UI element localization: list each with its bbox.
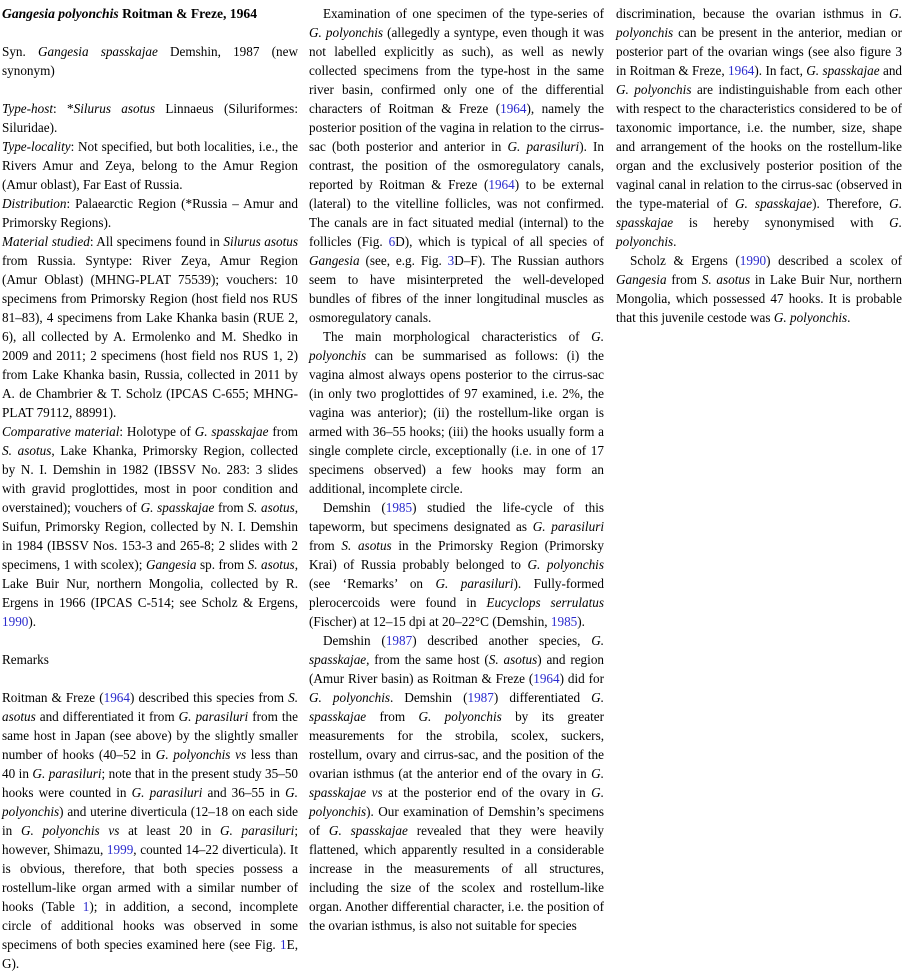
blank-line [2,80,298,99]
text-run: S. asotus [247,500,295,515]
text-run: G. polyonchis [155,747,231,762]
text-run: ) differentiated [493,690,592,705]
text-run: , counted 14–22 diverticula). It is obvious, therefore, that both species possess a rostellum-like organ armed with a similar number of hooks (Table [2,842,298,914]
article-title [2,4,298,23]
text-run: G. polyonchis [616,215,902,249]
paragraph [2,137,298,194]
text-run: Examination of one specimen of the type-series of [323,6,604,21]
text-run: ) did for [559,671,605,686]
text-run: ) to be external (lateral) to the vitelline follicles, was not confirmed. The canals are in fact situated medial (internal) to the follicles (Fig. [309,177,604,249]
text-run: ). Therefore, [812,196,890,211]
text-run: , from the same host ( [366,652,489,667]
citation-link[interactable]: 1990 [2,614,29,629]
text-run: S. asotus [341,538,392,553]
text-run: Material studied [2,234,90,249]
text-run: G. parasiluri [435,576,514,591]
text-run: , Lake Khanka, Primorsky Region, collected by N. I. Demshin in 1982 (IBSSV No. 283: 3 slides with gravid proglottides, most in poor condition and overstained); vouchers of [2,443,298,515]
text-run: ). Fully-formed plerocercoids were found in [309,576,604,610]
text-run: G. polyonchis [309,785,604,819]
text-run: , Lake Buir Nur, northern Mongolia, collected by R. Ergens in 1966 (IPCAS C-514; see Scholz & Ergens, [2,557,298,610]
text-run: at least 20 in [119,823,221,838]
text-run: from [214,500,248,515]
text-run: (see ‘Remarks’ on [309,576,436,591]
citation-link[interactable]: 6 [388,234,396,249]
text-run: D–F). The Russian authors seem to have misinterpreted the well-developed bundles of fibres of the inner longitudinal muscles as osmoregulatory canals. [309,253,604,325]
citation-link[interactable]: 1964 [533,671,560,686]
text-run: Syn. [2,44,38,59]
text-run: from the same host in Japan (see above) by the slightly smaller number of hooks (40–52 in [2,709,298,762]
text-run: Gangesia spasskajae [37,44,158,59]
blank-line [2,23,298,42]
text-run: in Lake Buir Nur, northern Mongolia, which possessed 47 hooks. It is probable that this juvenile cestode was [616,272,902,325]
text-run: . [673,234,677,249]
text-run: sp. from [196,557,248,572]
paragraph [2,42,298,80]
text-run: G. polyonchis [309,25,384,40]
text-run: G. spasskajae [734,196,813,211]
text-run: G. parasiluri [532,519,604,534]
text-run: Demshin, 1987 (new synonym) [2,44,298,78]
text-run: from [666,272,702,287]
text-run: S. asotus [701,272,751,287]
text-run: G. spasskajae [194,424,269,439]
text-run: and 36–55 in [202,785,286,800]
text-run: vs [371,785,383,800]
text-run: Distribution [2,196,67,211]
text-run: G. parasiluri [178,709,249,724]
text-run: can be summarised as follows: (i) the vagina almost always opens posterior to the cirrus-sac (in only two proglottides of 97 examined, i.e. 2%, the vagina was anterior); (ii) the rostellum-like organ is armed with 36–55 hooks; (iii) the hooks usually form a single complete circle, exceptionally (i.e. in one of 17 specimens observed) a few hooks may form an additional, incomplete circle. [309,348,604,496]
text-run: ). In contrast, the position of the osmoregulatory canals, reported by Roitman & Freze ( [309,139,604,192]
paragraph [309,631,604,935]
text-run: ) described another species, [412,633,592,648]
text-run: G. polyonchis [309,690,391,705]
text-run: vs [235,747,247,762]
text-run: Eucyclops serrulatus [486,595,604,610]
text-run: ; however, Shimazu, [2,823,298,857]
text-run: ) studied the life-cycle of this tapeworm, but specimens designated as [309,500,605,534]
text-run: , Suifun, Primorsky Region, collected by N. I. Demshin in 1984 (IBSSV Nos. 153-3 and 265-8; 2 slides with 2 specimens, 1 with scolex); [2,500,298,572]
citation-link[interactable]: 1964 [500,101,527,116]
text-run: Scholz & Ergens ( [630,253,740,268]
text-run: G. spasskajae [806,63,880,78]
text-run: ; note that in the present study 35–50 hooks were counted in [2,766,299,800]
paragraph [309,4,604,327]
citation-link[interactable]: 1964 [488,177,515,192]
text-run: ); in addition, a second, incomplete circle of additional hooks was observed in some specimens of both species examined here (see Fig. [2,899,298,952]
text-run: Comparative material [2,424,120,439]
text-run: G. polyonchis [2,785,298,819]
citation-link[interactable]: 3 [447,253,455,268]
text-run: in the Primorsky Region (Primorsky Krai) of Russia probably belonged to [309,538,604,572]
text-run: G. polyonchis [616,82,692,97]
text-run: ) described this species from [129,690,289,705]
blank-line [2,669,298,688]
text-run: G. spasskajae [309,766,604,800]
text-run: : All specimens found in [89,234,224,249]
text-run: : Holotype of [119,424,195,439]
text-run: ) described a scolex of [766,253,902,268]
paragraph [2,422,298,631]
text-run: Demshin ( [323,500,386,515]
text-run: : Palaearctic Region (*Russia – Amur and Primorsky Regions). [2,196,298,230]
text-run: G. spasskajae [309,633,605,667]
text-run: Type-locality [2,139,71,154]
text-run: S. asotus [488,652,538,667]
text-run: Gangesia [145,557,197,572]
text-run: and [879,63,902,78]
text-run: from [309,538,342,553]
text-run: Demshin ( [323,633,386,648]
text-run: G. spasskajae [328,823,408,838]
citation-link[interactable]: 1964 [103,690,130,705]
text-run: (Fischer) at 12–15 dpi at 20–22°C (Demshin, [309,614,551,629]
text-run: ) and region (Amur River basin) as Roitman & Freze ( [309,652,605,686]
text-run: ). In fact, [754,63,807,78]
text-run: discrimination, because the ovarian isthmus in [616,6,890,21]
text-run: (see, e.g. Fig. [359,253,448,268]
text-run: Roitman & Freze, 1964 [118,6,257,21]
citation-link[interactable]: 1987 [385,633,413,648]
text-run: from [268,424,298,439]
text-run: less than 40 in [2,747,298,781]
citation-link[interactable]: 1 [280,937,287,952]
text-run: Silurus asotus [73,101,156,116]
text-run: : * [53,101,74,116]
text-run: can be present in the anterior, median or posterior part of the ovarian wings (see also figure 3 in Roitman & Freze, [616,25,902,78]
text-run: Type-host [2,101,54,116]
text-run: E, G). [2,937,298,971]
text-run: . [847,310,851,325]
text-run: G. spasskajae [309,690,604,724]
paragraph [309,498,604,631]
text-run: are indistinguishable from each other with respect to the characteristics considered to be of taxonomic importance, i.e. the number, size, shape and arrangement of the hooks on the rostellum-like organ and the exclusively posterior position of the vaginal canal in relation to the cirrus-sac (observed in the type-material of [616,82,902,211]
text-run: Gangesia [309,253,360,268]
citation-link[interactable]: 1964 [728,63,755,78]
text-run: : Not specified, but both localities, i.e., the Rivers Amur and Zeya, belong to the Amur Region (Amur oblast), Far East of Russia. [2,139,298,192]
text-run: G. polyonchis [309,329,604,363]
citation-link[interactable]: 1990 [739,253,767,268]
text-run: revealed that they were heavily flattened, which apparently resulted in a considerable increase in the measurements of all structures, including the size of the scolex and rostellum-like organ. Another differential character, i.e. the position of the ovarian isthmus, is also not suitable for species [309,823,604,933]
text-run: Roitman & Freze ( [2,690,104,705]
text-run: S. asotus [2,690,298,724]
text-run: S. asotus [247,557,295,572]
text-run: . Demshin ( [390,690,468,705]
text-run: (allegedly a syntype, even though it was not labelled explicitly as such), as well as newly collected specimens from the type-host in the same river basin, confirmed only one of the differential characters of Roitman & Freze ( [309,25,604,116]
text-run: Linnaeus (Siluriformes: Siluridae). [2,101,298,135]
text-run: Remarks [2,652,49,667]
text-run: ). [28,614,37,629]
text-column-left [2,4,298,973]
text-run: ). [577,614,585,629]
text-run: G. polyonchis [418,709,502,724]
text-run: from [366,709,419,724]
text-run: G. polyonchis [20,823,100,838]
text-run: D), which is typical of all species of [395,234,604,249]
paragraph [2,99,298,137]
text-run: The main morphological characteristics of [323,329,592,344]
text-run: ). Our examination of Demshin’s specimens of [309,804,604,838]
text-run: G. spasskajae [140,500,215,515]
text-run: G. parasiluri [32,766,102,781]
paragraph [2,688,298,973]
citation-link[interactable]: 1985 [550,614,578,629]
text-run: G. spasskajae [616,196,902,230]
text-run: G. parasiluri [507,139,580,154]
text-run: Gangesia polyonchis [2,6,119,21]
citation-link[interactable]: 1987 [467,690,494,705]
text-run: ), namely the posterior position of the vagina in relation to the cirrus-sac (both posterior and anterior in [309,101,605,154]
blank-line [2,631,298,650]
text-run: at the posterior end of the ovary in [382,785,592,800]
text-run: G. polyonchis [773,310,848,325]
text-run: is hereby synonymised with [673,215,890,230]
text-run: Silurus asotus [223,234,298,249]
citation-link[interactable]: 1999 [106,842,134,857]
paragraph [2,232,298,422]
text-run: G. polyonchis [616,6,902,40]
text-run: vs [108,823,120,838]
text-run: by its greater measurements for the strobila, scolex, suckers, rostellum, ovary and cirrus-sac, and the position of the ovarian isthmus (at the anterior end of the ovary in [309,709,604,781]
text-run: G. polyonchis [527,557,604,572]
text-column-middle [309,4,604,973]
text-run: S. asotus [2,443,52,458]
paragraph [616,4,902,251]
citation-link[interactable]: 1 [82,899,90,914]
citation-link[interactable]: 1985 [385,500,413,515]
text-run: Gangesia [616,272,667,287]
text-run: G. parasiluri [131,785,203,800]
text-column-right [616,4,902,973]
text-run: G. parasiluri [220,823,295,838]
text-run: and differentiated it from [35,709,179,724]
section-heading [2,650,298,669]
text-run: ) and uterine diverticula (12–18 on each side in [2,804,298,838]
paragraph [309,327,604,498]
text-run: from Russia. Syntype: River Zeya, Amur Region (Amur Oblast) (MHNG-PLAT 75539); vouchers: 10 specimens from Primorsky Region (host field nos RUS 81–83), 4 specimens from Lake Khanka basin (RUE 2, 6), all collected by A. Ermolenko and M. Shedko in 2009 and 2011; 2 specimens (host field nos RUS 1, 2) from Lake Khanka basin, Russia, collected in 2011 by A. de Chambrier & T. Scholz (IPCAS C-655; MHNG-PLAT 79112, 88991). [2,253,298,420]
paragraph [616,251,902,327]
paragraph [2,194,298,232]
